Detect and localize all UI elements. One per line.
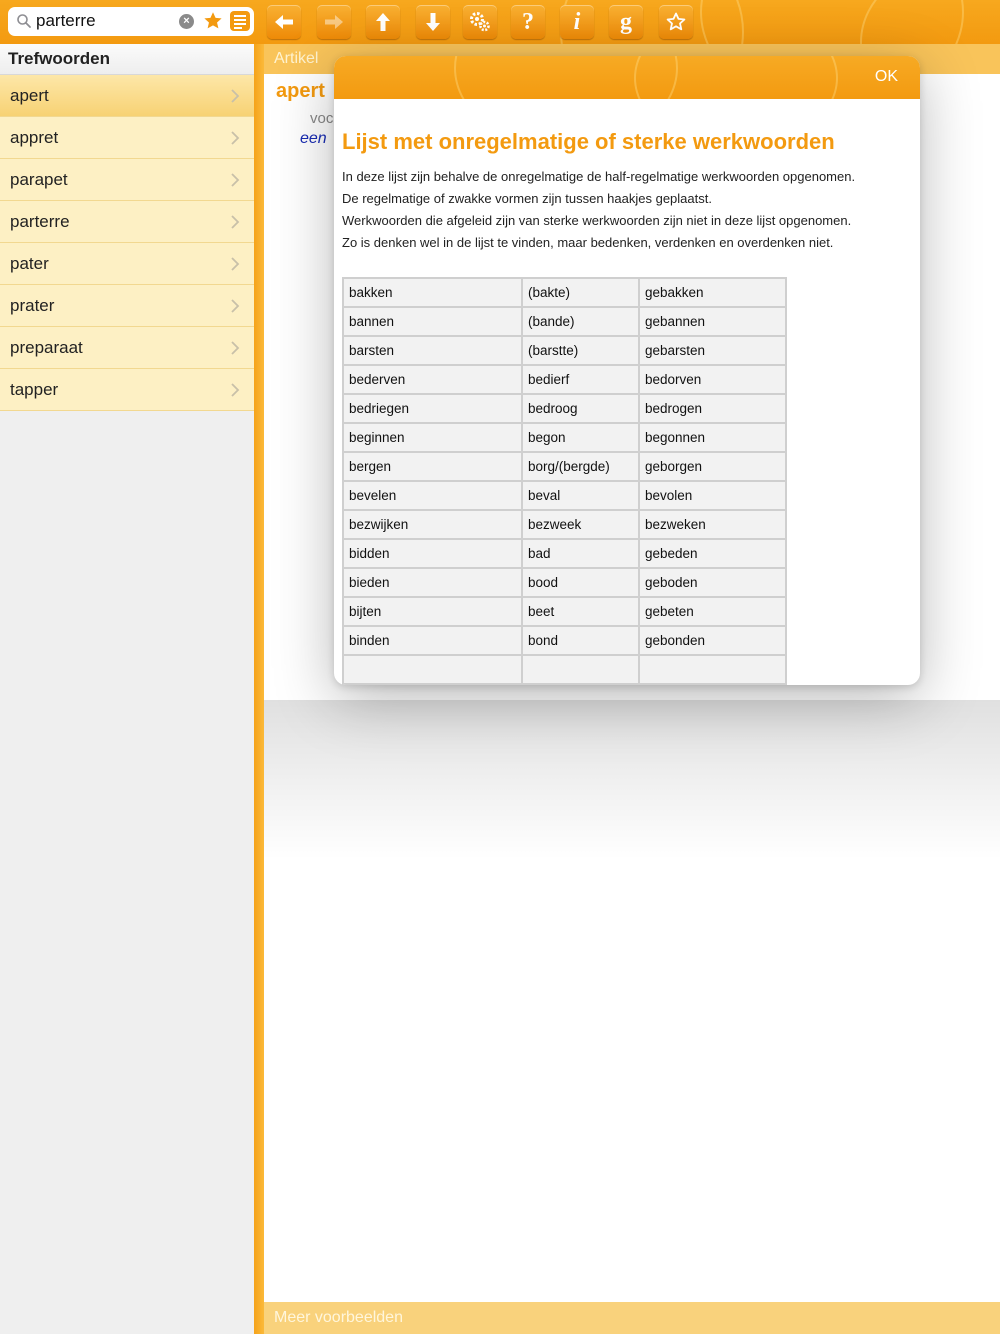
- chevron-right-icon: [230, 88, 240, 104]
- verb-row: [343, 481, 786, 510]
- verb-infinitive: bijten: [343, 597, 522, 626]
- verb-row: [343, 423, 786, 452]
- verb-past-participle: bedorven: [639, 365, 786, 394]
- list-icon[interactable]: [230, 11, 250, 31]
- ok-button[interactable]: OK: [874, 68, 898, 85]
- list-title: Lijst met onregelmatige of sterke werkwoorden: [342, 129, 835, 154]
- verb-infinitive: bevelen: [343, 481, 522, 510]
- verb-past-tense: bedroog: [522, 394, 639, 423]
- word-list-item[interactable]: [0, 159, 254, 201]
- verb-past-participle: gebannen: [639, 307, 786, 336]
- arrow-down-icon: [421, 10, 445, 34]
- verb-past-participle: gebeten: [639, 597, 786, 626]
- verb-past-tense: bad: [522, 539, 639, 568]
- sidebar: [0, 44, 254, 1334]
- arrow-up-icon: [371, 10, 395, 34]
- arrow-right-icon: [322, 10, 346, 34]
- star-outline-icon: [664, 10, 688, 34]
- verb-row: [343, 568, 786, 597]
- grammar-button[interactable]: [609, 5, 643, 39]
- verb-row: [343, 365, 786, 394]
- verb-infinitive: barsten: [343, 336, 522, 365]
- verb-infinitive: bederven: [343, 365, 522, 394]
- verb-infinitive: bergen: [343, 452, 522, 481]
- word-list-item[interactable]: [0, 327, 254, 369]
- popover-content: [342, 99, 912, 685]
- search-icon: [16, 13, 32, 29]
- word-list-item[interactable]: [0, 201, 254, 243]
- verb-past-participle: bezweken: [639, 510, 786, 539]
- intro-paragraph-4: Zo is denken wel in de lijst te vinden, maar bedenken, verdenken en overdenken niet.: [342, 235, 834, 250]
- back-button[interactable]: [267, 5, 301, 39]
- search-field[interactable]: [8, 7, 254, 36]
- settings-button[interactable]: [463, 5, 497, 39]
- verb-row: [343, 452, 786, 481]
- verb-table: [342, 277, 787, 685]
- pane-separator: [254, 44, 264, 1334]
- chevron-right-icon: [230, 130, 240, 146]
- chevron-right-icon: [230, 214, 240, 230]
- verb-past-tense: borg/(bergde): [522, 452, 639, 481]
- verb-row: [343, 278, 786, 307]
- help-button[interactable]: [511, 5, 545, 39]
- sidebar-title: Trefwoorden: [0, 44, 254, 75]
- chevron-right-icon: [230, 256, 240, 272]
- verb-past-tense: (barstte): [522, 336, 639, 365]
- article-headword: apert: [276, 80, 325, 102]
- verb-past-participle: bevolen: [639, 481, 786, 510]
- verb-past-tense: bood: [522, 568, 639, 597]
- verb-past-participle: bedrogen: [639, 394, 786, 423]
- chevron-right-icon: [230, 298, 240, 314]
- verb-past-participle: gebeden: [639, 539, 786, 568]
- word-label: pater: [10, 254, 49, 273]
- word-label: tapper: [10, 380, 59, 399]
- modal-shadow: [264, 700, 1000, 860]
- chevron-right-icon: [230, 340, 240, 356]
- verb-infinitive: bedriegen: [343, 394, 522, 423]
- word-label: prater: [10, 296, 55, 315]
- verb-past-tense: (bande): [522, 307, 639, 336]
- verb-infinitive: binden: [343, 626, 522, 655]
- verb-past-tense: (bakte): [522, 278, 639, 307]
- verb-infinitive: bidden: [343, 539, 522, 568]
- verb-past-participle: geboden: [639, 568, 786, 597]
- grammar-popover: [334, 56, 920, 685]
- grammar-icon: g: [620, 9, 632, 35]
- verb-infinitive: bakken: [343, 278, 522, 307]
- verb-row: [343, 539, 786, 568]
- verb-past-participle: gebakken: [639, 278, 786, 307]
- word-label: parterre: [10, 212, 70, 231]
- article-example[interactable]: een: [300, 130, 327, 147]
- intro-paragraph-2: De regelmatige of zwakke vormen zijn tussen haakjes geplaatst.: [342, 191, 712, 206]
- verb-row: [343, 626, 786, 655]
- intro-paragraph-1: In deze lijst zijn behalve de onregelmatige de half-regelmatige werkwoorden opgenomen.: [342, 169, 856, 184]
- verb-past-tense: beval: [522, 481, 639, 510]
- help-icon: ?: [522, 9, 534, 35]
- verb-row: [343, 307, 786, 336]
- next-entry-button[interactable]: [416, 5, 450, 39]
- verb-infinitive: bezwijken: [343, 510, 522, 539]
- popover-header: [334, 56, 920, 99]
- verb-infinitive: bieden: [343, 568, 522, 597]
- gears-icon: [468, 10, 492, 34]
- empty-cell: [522, 655, 639, 684]
- forward-button[interactable]: [317, 5, 351, 39]
- favorite-button[interactable]: [659, 5, 693, 39]
- verb-row: [343, 394, 786, 423]
- verb-row: [343, 597, 786, 626]
- empty-cell: [639, 655, 786, 684]
- verb-infinitive: beginnen: [343, 423, 522, 452]
- chevron-right-icon: [230, 382, 240, 398]
- word-list-item[interactable]: [0, 285, 254, 327]
- verb-past-tense: beet: [522, 597, 639, 626]
- word-label: preparaat: [10, 338, 83, 357]
- verb-row: [343, 510, 786, 539]
- word-label: parapet: [10, 170, 68, 189]
- word-list-item[interactable]: [0, 75, 254, 117]
- info-button[interactable]: [560, 5, 594, 39]
- verb-past-participle: begonnen: [639, 423, 786, 452]
- verb-infinitive: bannen: [343, 307, 522, 336]
- word-label: appret: [10, 128, 59, 147]
- previous-entry-button[interactable]: [366, 5, 400, 39]
- verb-past-participle: geborgen: [639, 452, 786, 481]
- top-toolbar: [0, 0, 1000, 44]
- arrow-left-icon: [272, 10, 296, 34]
- search-input[interactable]: parterre: [36, 11, 96, 30]
- article-header: Artikel: [264, 44, 1000, 74]
- word-list-item[interactable]: [0, 243, 254, 285]
- verb-row-partial: [343, 655, 786, 684]
- chevron-right-icon: [230, 172, 240, 188]
- word-list-item[interactable]: [0, 117, 254, 159]
- verb-row: [343, 336, 786, 365]
- verb-past-participle: gebarsten: [639, 336, 786, 365]
- empty-cell: [343, 655, 522, 684]
- article-subtext: voc: [310, 110, 334, 127]
- word-list: [0, 75, 254, 411]
- verb-past-tense: begon: [522, 423, 639, 452]
- verb-past-tense: bond: [522, 626, 639, 655]
- favorites-star-icon[interactable]: [202, 10, 224, 32]
- word-list-item[interactable]: [0, 369, 254, 411]
- verb-past-tense: bezweek: [522, 510, 639, 539]
- word-label: apert: [10, 86, 49, 105]
- clear-search-icon[interactable]: ×: [179, 14, 194, 29]
- verb-past-tense: bedierf: [522, 365, 639, 394]
- more-examples-button[interactable]: Meer voorbeelden: [264, 1302, 1000, 1334]
- intro-paragraph-3: Werkwoorden die afgeleid zijn van sterke werkwoorden zijn niet in deze lijst opgenomen.: [342, 213, 852, 228]
- info-icon: i: [573, 9, 581, 35]
- verb-past-participle: gebonden: [639, 626, 786, 655]
